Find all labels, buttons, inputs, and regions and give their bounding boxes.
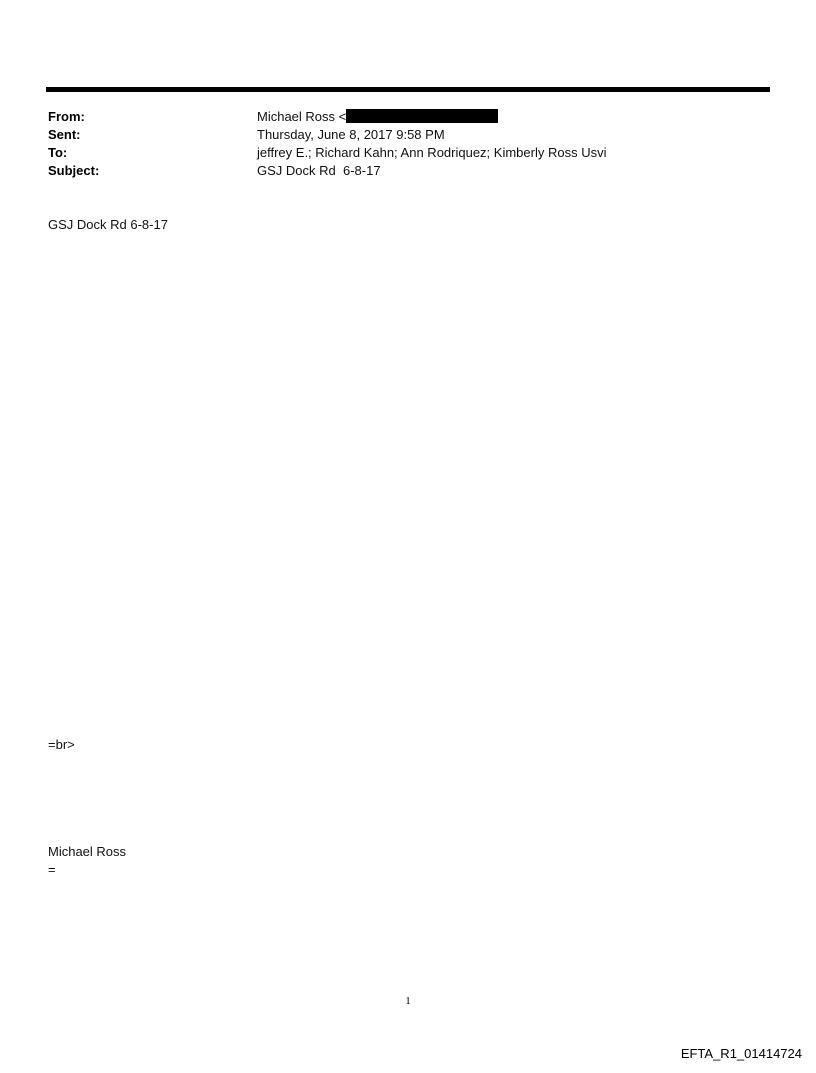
from-value (257, 108, 498, 126)
to-row (48, 144, 768, 162)
from-row (48, 108, 768, 126)
sent-value: Thursday, June 8, 2017 9:58 PM (257, 127, 445, 142)
document-id: EFTA_R1_01414724 (680, 1046, 802, 1061)
to-label: To: (48, 145, 68, 160)
from-sender: Michael Ross < (257, 109, 347, 124)
from-label: From: (48, 109, 85, 124)
subject-value: GSJ Dock Rd 6-8-17 (257, 163, 381, 178)
page-number: 1 (405, 995, 411, 1007)
email-body-line-2: =br> (48, 737, 75, 752)
to-value: jeffrey E.; Richard Kahn; Ann Rodriquez; Kimberly Ross Usvi (257, 145, 607, 160)
signature-name: Michael Ross (48, 844, 127, 859)
email-header (48, 108, 768, 180)
sent-label: Sent: (48, 127, 81, 142)
subject-label: Subject: (48, 163, 100, 178)
header-divider-rule (46, 87, 770, 92)
sent-row (48, 126, 768, 144)
subject-row (48, 162, 768, 180)
email-body-line-1: GSJ Dock Rd 6-8-17 (48, 217, 168, 232)
redaction-bar (346, 109, 498, 123)
signature-trailer: = (48, 862, 56, 877)
